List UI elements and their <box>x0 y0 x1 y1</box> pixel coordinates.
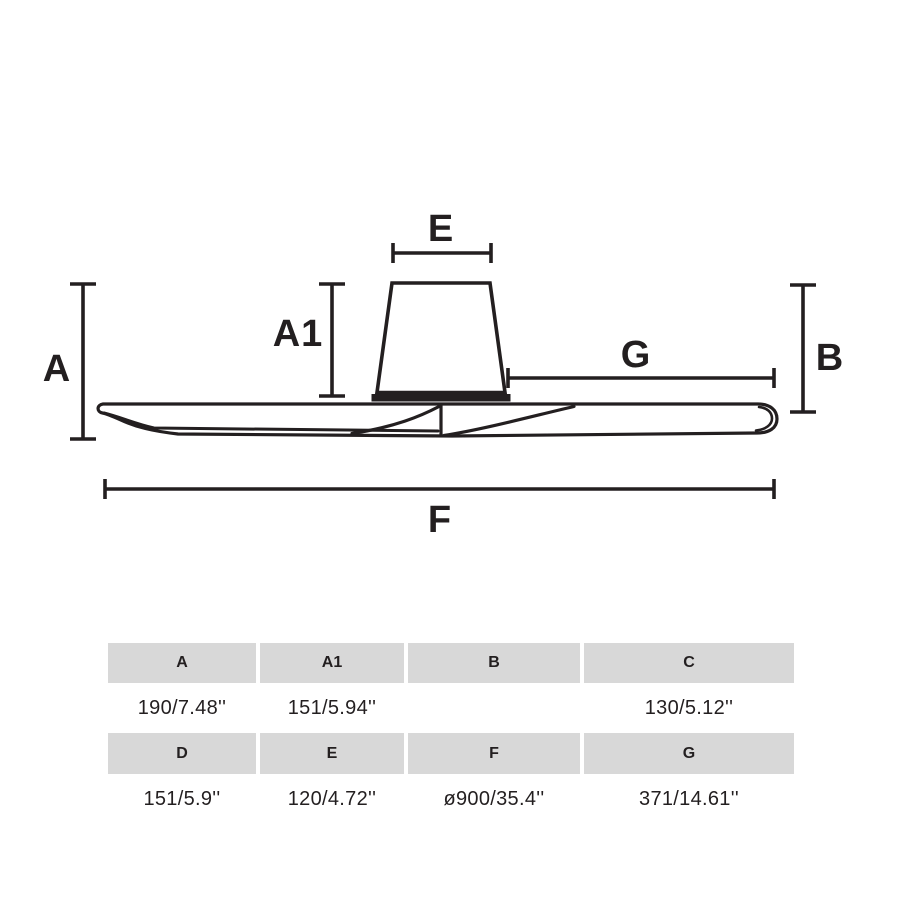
dim-g <box>508 334 774 388</box>
header-cell-a1: A1 <box>260 643 404 683</box>
header-cell-a: A <box>108 643 256 683</box>
header-cell-f: F <box>408 733 580 774</box>
dim-a1 <box>273 284 345 396</box>
value-cell-a1: 151/5.94'' <box>260 683 404 733</box>
value-cell-c: 130/5.12'' <box>584 683 794 733</box>
value-cell-a: 190/7.48'' <box>108 683 256 733</box>
dim-e <box>393 208 491 263</box>
dim-label-e: E <box>427 208 455 250</box>
dim-label-a1: A1 <box>272 313 324 355</box>
mounting-plate <box>372 394 511 402</box>
value-cell-g: 371/14.61'' <box>584 774 794 824</box>
header-cell-g: G <box>584 733 794 774</box>
dim-label-f: F <box>427 499 453 541</box>
header-cell-e: E <box>260 733 404 774</box>
value-cell-b <box>408 683 580 733</box>
value-cell-f: ø900/35.4'' <box>408 774 580 824</box>
value-cell-d: 151/5.9'' <box>108 774 256 824</box>
dim-f <box>105 479 774 541</box>
header-cell-d: D <box>108 733 256 774</box>
dim-b <box>790 285 844 412</box>
dim-label-g: G <box>620 334 652 376</box>
dim-label-b: B <box>815 337 845 379</box>
motor-housing <box>377 283 505 393</box>
header-cell-c: C <box>584 643 794 683</box>
dim-label-a: A <box>42 348 72 390</box>
dimensions-table <box>108 643 794 824</box>
dim-a <box>43 284 96 439</box>
header-cell-b: B <box>408 643 580 683</box>
value-cell-e: 120/4.72'' <box>260 774 404 824</box>
